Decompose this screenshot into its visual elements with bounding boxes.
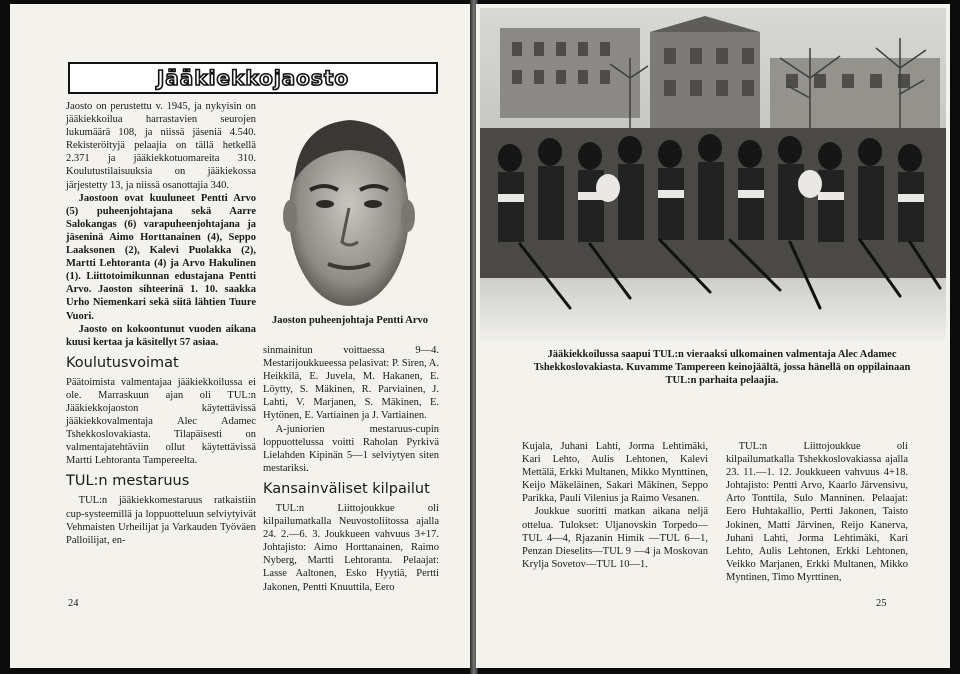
- photo-caption: Jääkiekkoilussa saapui TUL:n vieraaksi ulkomainen valmentaja Alec Adamec Tshekkoslovakiasta. Kuvamme Tampereen keinojäältä, jossa hänellä on oppilainaan TUL:n parhaita pelaajia.: [533, 349, 911, 386]
- koulutus-text: Päätoimista valmentajaa jääkiekkoilussa ei ole. Marraskuun ajan oli TUL:n Jääkiekkojaoston käytettävissä jääkiekkovalmentaja Alec Adamec Tshekkoslovakiasta. Tilapäisesti on valmentajatehtäviin ollut käytettävissä Martti Lehtoranta Tampereelta.: [66, 376, 256, 467]
- right-column-1: [522, 440, 708, 571]
- portrait-caption: Jaoston puheenjohtaja Pentti Arvo: [271, 315, 429, 326]
- kansainvaliset-heading: Kansainväliset kilpailut: [263, 480, 430, 497]
- junior-text: A-juniorien mestaruus-cupin loppuottelussa voitti Raholan Pyrkivä Lielahden Kipinän 5—1 selviytyen siten mestariksi.: [263, 423, 439, 474]
- koulutus-heading: Koulutusvoimat: [66, 354, 179, 371]
- left-column-2: [263, 344, 439, 594]
- mestaruus-heading: TUL:n mestaruus: [66, 473, 190, 490]
- intro-paragraph-3: Jaosto on kokoontunut vuoden aikana kuusi kertaa ja käsitellyt 57 asiaa.: [66, 323, 256, 348]
- mestaruus-text: TUL:n jääkiekkomestaruus ratkaistiin cup-systeemillä ja loppuotteluun selviytyivät Vehmaisten Urheilijat ja Varkauden Työväen Palloilijat, en-: [66, 495, 256, 546]
- right-page: [476, 4, 950, 668]
- team-photo: [480, 8, 946, 340]
- players-continued-text: Kujala, Juhani Lahti, Jorma Lehtimäki, Kari Lehto, Aulis Lehtonen, Kalevi Mettälä, Erkki Multanen, Mikko Mynttinen, Keijo Mäkeläinen, Sakari Mäkinen, Seppo Parikka, Pauli Vilenius ja Raimo Vesanen.: [522, 441, 708, 505]
- intro-paragraph-2: Jaostoon ovat kuuluneet Pentti Arvo (5) puheenjohtajana sekä Aarre Salokangas (6) varapuheenjohtajana ja jäseninä Aimo Horttanainen (4), Seppo Laaksonen (2), Kalevi Puolakka (2), Martti Lehtoranta (4) ja Arvo Hakulinen (1). Liittotoimikunnan edustajana Pentti Arvo. Jaoston sihteerinä 1. 10. saakka Urho Niemenkari sekä siitä lähtien Tuure Vuori.: [66, 192, 256, 322]
- soviet-results-text: Joukkue suoritti matkan aikana neljä ottelua. Tulokset: Uljanovskin Torpedo—TUL 4—4, Rjazanin Himik —TUL 6—1, Penzan Dieselits—TUL 9 —4 ja Moskovan Krylja Sovetov—TUL 10—1.: [522, 506, 708, 570]
- page-number-right: 25: [876, 598, 887, 609]
- section-title: Jääkiekkojaosto: [156, 66, 350, 90]
- page-number-left: 24: [68, 598, 79, 609]
- section-title-box: [68, 62, 438, 94]
- chairman-portrait: [280, 112, 418, 310]
- intro-paragraph-1: Jaosto on perustettu v. 1945, ja nykyisin on jääkiekkoilua harrastavien seurojen lukumäärä 108, ja niissä jäseniä 4.540. Rekisteröityjä pelaajia on tällä hetkellä 2.371 ja jääkiekkotuomareita 310. Koulutustilaisuuksia on jääkiekossa järjestetty 13, ja niissä osanottajia 340.: [66, 101, 256, 191]
- left-page: [10, 4, 472, 668]
- right-column-2: [726, 440, 908, 584]
- international-text: TUL:n Liittojoukkue oli kilpailumatkalla Neuvostoliitossa ajalla 24. 2.—6. 3. Joukkueen vahvuus 3+17. Johtajisto: Aimo Horttanainen, Raimo Nyberg, Martti Lehtoranta. Pelaajat: Lasse Aaltonen, Esko Hyytiä, Pertti Jakonen, Pentti Knuuttila, Eero: [263, 502, 439, 593]
- czechoslovakia-trip-text: TUL:n Liittojoukkue oli kilpailumatkalla Tshekkoslovakiassa ajalla 23. 11.—1. 12. Joukkueen vahvuus 4+18. Johtajisto: Pentti Arvo, Kaarlo Järvensivu, Arto Tonttila, Sulo Manninen. Pelaajat: Eero Huhtakallio, Pertti Jakonen, Taisto Jokinen, Matti Järvinen, Reijo Kanerva, Juhani Lahti, Jorma Lehtimäki, Kari Lehto, Aulis Lehtonen, Erkki Lehtonen, Veikko Marjanen, Erkki Multanen, Mikko Myntinen, Timo Myrttinen,: [726, 441, 908, 583]
- left-column-1: [66, 100, 256, 547]
- champions-text: sinmainitun voittaessa 9—4. Mestarijoukkueessa pelasivat: P. Siren, A. Heikkilä, E. Juvela, M. Hakanen, E. Löytty, S. Mäkinen, R. Parviainen, J. Lahti, V. Marjanen, S. Mäkinen, E. Hytönen, E. Vartiainen ja J. Vartiainen.: [263, 345, 439, 422]
